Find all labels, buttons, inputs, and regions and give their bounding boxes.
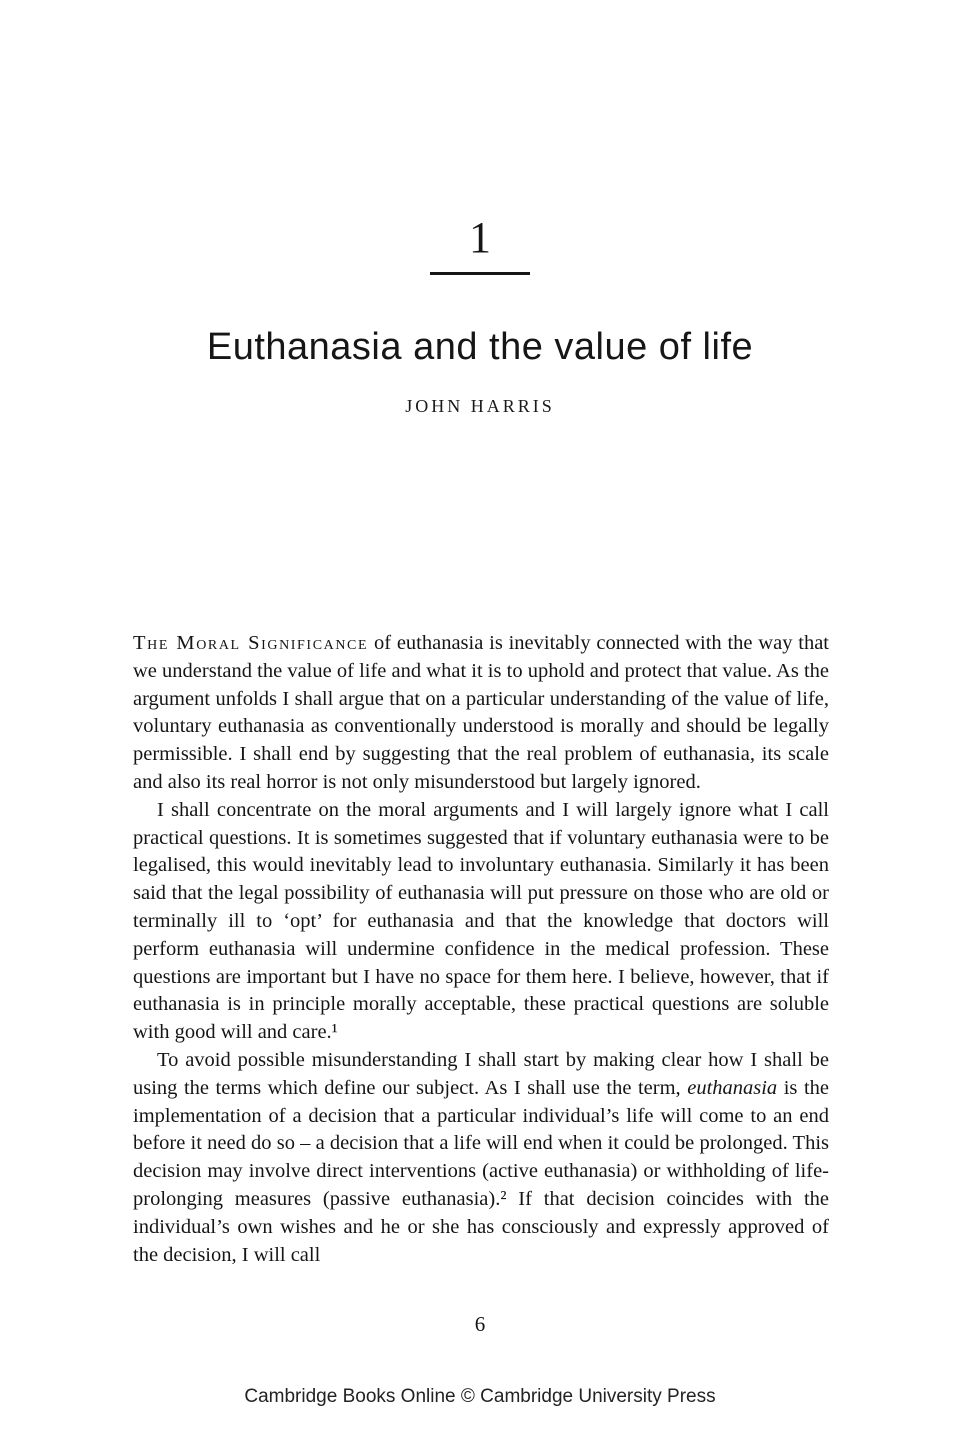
footer-credit: Cambridge Books Online © Cambridge University Press <box>244 1386 716 1407</box>
paragraph-3-italic-term: euthanasia <box>687 1076 778 1099</box>
lead-smallcaps: The Moral Significance <box>133 632 369 654</box>
chapter-number: 1 <box>469 213 491 262</box>
chapter-title: Euthanasia and the value of life <box>206 326 754 368</box>
paragraph-3-text-a: To avoid possible misunderstanding I shall start by making clear how I shall be using the terms which define our subject. As I shall use the term, <box>133 1048 829 1099</box>
body-text <box>133 630 829 1269</box>
paragraph-1 <box>133 630 829 797</box>
chapter-rule <box>430 272 530 275</box>
paragraph-3 <box>133 1047 829 1269</box>
author-name: JOHN HARRIS <box>405 396 555 416</box>
paragraph-2: I shall concentrate on the moral arguments and I will largely ignore what I call practical questions. It is sometimes suggested that if voluntary euthanasia were to be legalised, this would inevitably lead to involuntary euthanasia. Similarly it has been said that the legal possibility of euthanasia will put pressure on those who are old or terminally ill to ‘opt’ for euthanasia and that the knowledge that doctors will perform euthanasia will undermine confidence in the medical profession. These questions are important but I have no space for them here. I believe, however, that if euthanasia is in principle morally acceptable, these practical questions are soluble with good will and care.¹ <box>133 798 829 1044</box>
paragraph-3-text-b: is the implementation of a decision that a particular individual’s life will come to an end before it need do so – a decision that a life will end when it could be prolonged. This decision may involve direct interventions (active euthanasia) or withholding of life-prolonging measures (passive euthanasia).² If that decision coincides with the individual’s own wishes and he or she has consciously and expressly approved of the decision, I will call <box>133 1076 829 1266</box>
page-number: 6 <box>474 1312 486 1336</box>
paragraph-1-text: of euthanasia is inevitably connected with the way that we understand the value of life and what it is to uphold and protect that value. As the argument unfolds I shall argue that on a particular understanding of the value of life, voluntary euthanasia as conventionally understood is morally and should be legally permissible. I shall end by suggesting that the real problem of euthanasia, its scale and also its real horror is not only misunderstood but largely ignored. <box>133 632 829 793</box>
